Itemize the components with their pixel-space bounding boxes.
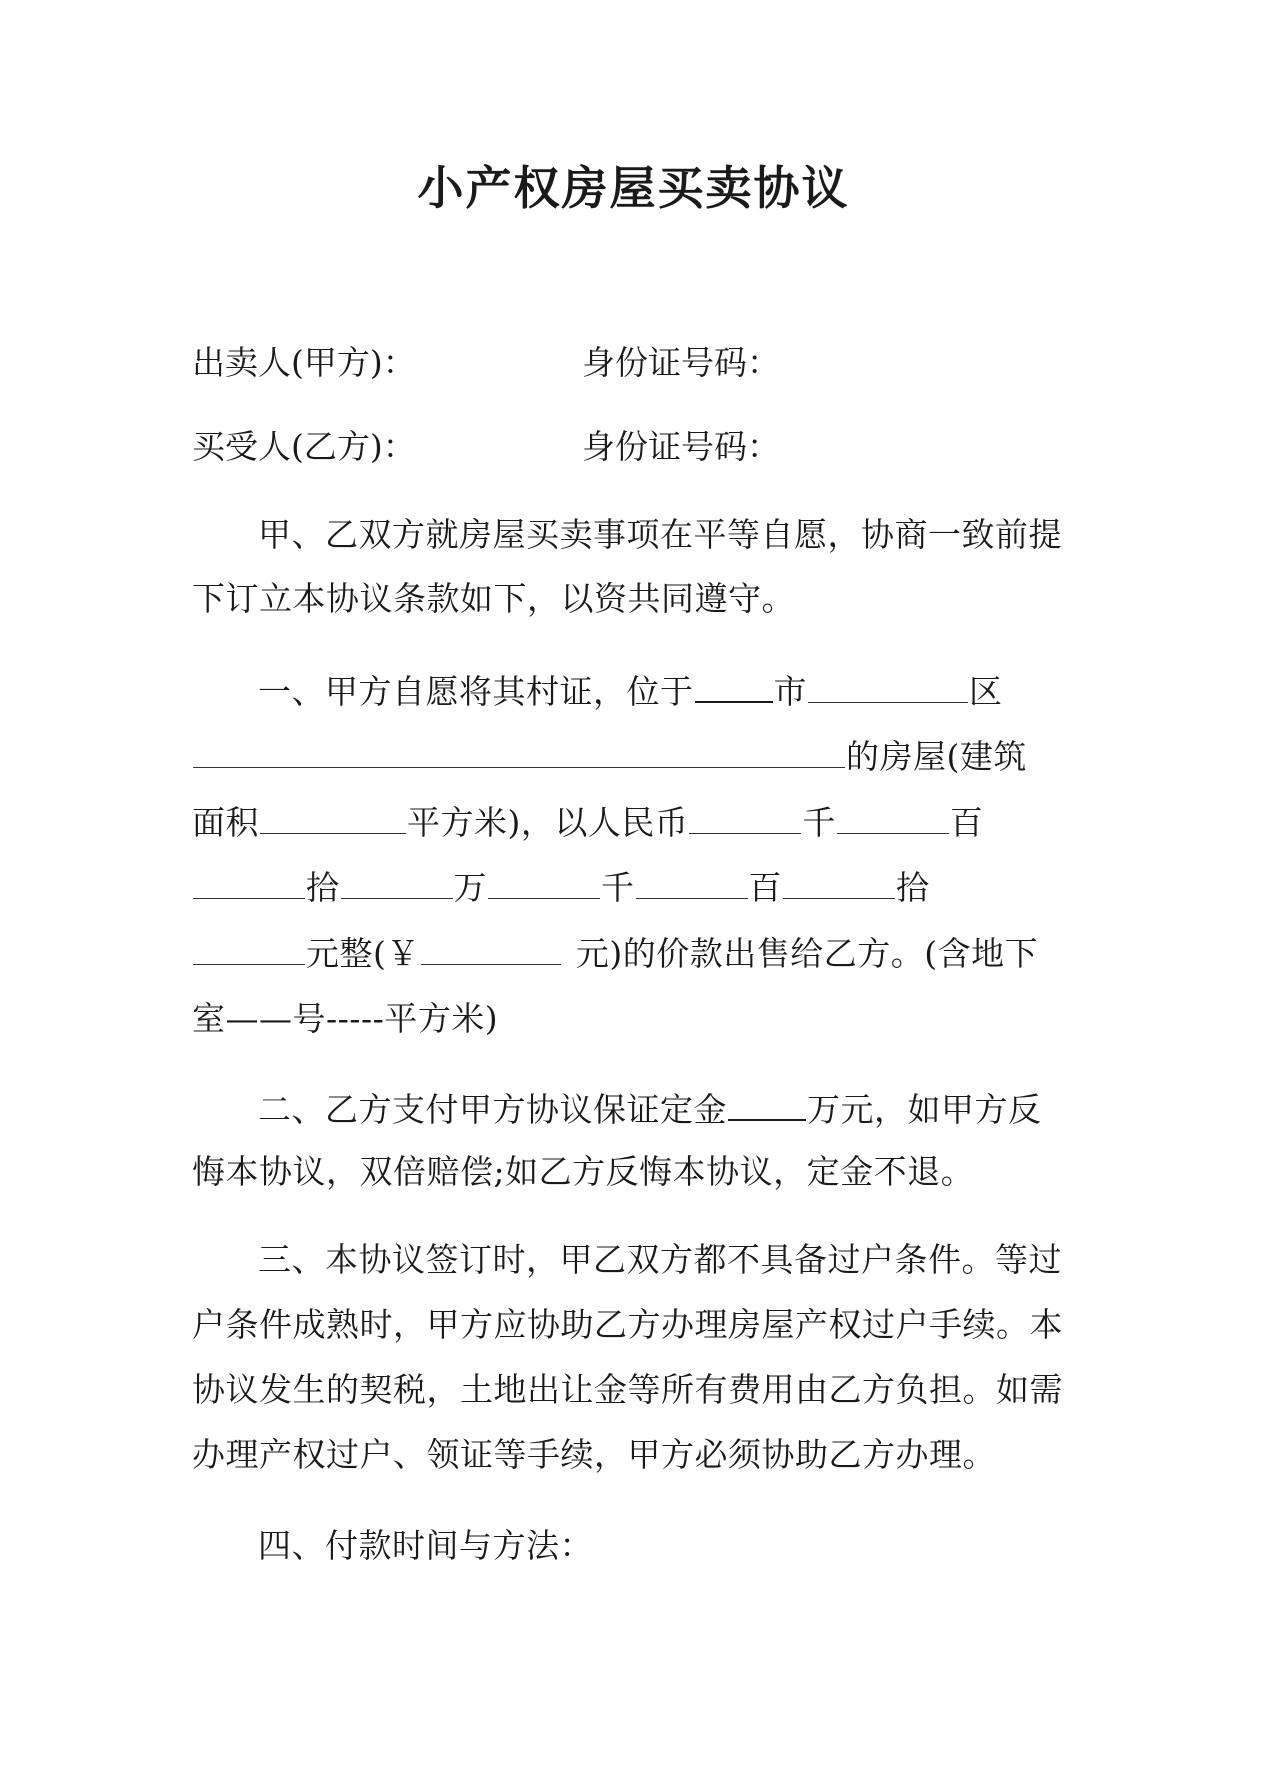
clause3-line-3: 协议发生的契税，土地出让金等所有费用由乙方负担。如需 xyxy=(192,1370,1063,1409)
clause1-text-g: 千 xyxy=(802,803,836,842)
intro-line-1: 甲、乙双方就房屋买卖事项在平等自愿，协商一致前提 xyxy=(258,515,1062,554)
intro-line-2: 下订立本协议条款如下，以资共同遵守。 xyxy=(192,579,795,618)
clause3-line-2: 户条件成熟时，甲方应协助乙方办理房屋产权过户手续。本 xyxy=(192,1305,1063,1344)
clause1-line-3 xyxy=(192,799,983,846)
clause1-line-5 xyxy=(192,930,1038,977)
amount-blank-1[interactable] xyxy=(689,799,801,834)
area-blank[interactable] xyxy=(260,799,406,834)
clause1-text-d: 的房屋(建筑 xyxy=(846,737,1027,776)
amount-blank-8[interactable] xyxy=(193,930,305,965)
clause1-text-a: 一、甲方自愿将其村证，位于 xyxy=(258,672,694,711)
clause1-text-k: 千 xyxy=(601,868,635,907)
amount-blank-6[interactable] xyxy=(636,864,748,899)
document-title: 小产权房屋买卖协议 xyxy=(417,161,850,215)
seller-label: 出卖人(甲方)： xyxy=(192,343,416,382)
amount-blank-7[interactable] xyxy=(783,864,895,899)
clause1-line-6: 室——号-----平方米) xyxy=(192,999,499,1038)
clause1-text-l: 百 xyxy=(748,868,782,907)
buyer-id-label: 身份证号码： xyxy=(582,427,780,466)
clause4-line-1: 四、付款时间与方法： xyxy=(258,1526,593,1565)
clause1-text-f: 平方米)，以人民币 xyxy=(407,803,689,842)
clause1-text-h: 百 xyxy=(949,803,984,842)
amount-number-blank[interactable] xyxy=(421,930,561,965)
city-blank[interactable] xyxy=(695,667,773,703)
clause2-line-2: 悔本协议，双倍赔偿;如乙方反悔本协议，定金不退。 xyxy=(192,1152,975,1191)
clause1-text-e: 面积 xyxy=(192,803,259,842)
amount-blank-4[interactable] xyxy=(341,864,453,899)
clause1-text-i: 拾 xyxy=(306,868,340,907)
clause1-text-o: 元)的价款出售给乙方。(含地下 xyxy=(575,934,1039,973)
deposit-blank[interactable] xyxy=(728,1085,806,1121)
amount-blank-2[interactable] xyxy=(837,799,949,834)
clause3-line-4: 办理产权过户、领证等手续，甲方必须协助乙方办理。 xyxy=(192,1435,996,1474)
clause2-text-a: 二、乙方支付甲方协议保证定金 xyxy=(258,1090,727,1129)
clause1-text-j: 万 xyxy=(453,868,487,907)
clause2-text-b: 万元，如甲方反 xyxy=(807,1090,1042,1129)
buyer-label: 买受人(乙方)： xyxy=(192,427,416,466)
clause1-line-1 xyxy=(258,667,1003,715)
clause1-text-n: 元整(￥ xyxy=(306,934,420,973)
clause1-text-c: 区 xyxy=(969,672,1003,711)
clause1-line-2 xyxy=(192,733,1027,780)
clause2-line-1 xyxy=(258,1085,1042,1133)
address-blank[interactable] xyxy=(193,733,845,768)
seller-id-label: 身份证号码： xyxy=(582,343,780,382)
amount-blank-5[interactable] xyxy=(488,864,600,899)
clause1-text-b: 市 xyxy=(773,672,807,711)
clause1-text-m: 拾 xyxy=(896,868,930,907)
clause1-line-4 xyxy=(192,864,930,911)
district-blank[interactable] xyxy=(808,668,968,703)
amount-blank-3[interactable] xyxy=(193,864,305,899)
clause3-line-1: 三、本协议签订时，甲乙双方都不具备过户条件。等过 xyxy=(258,1240,1062,1279)
